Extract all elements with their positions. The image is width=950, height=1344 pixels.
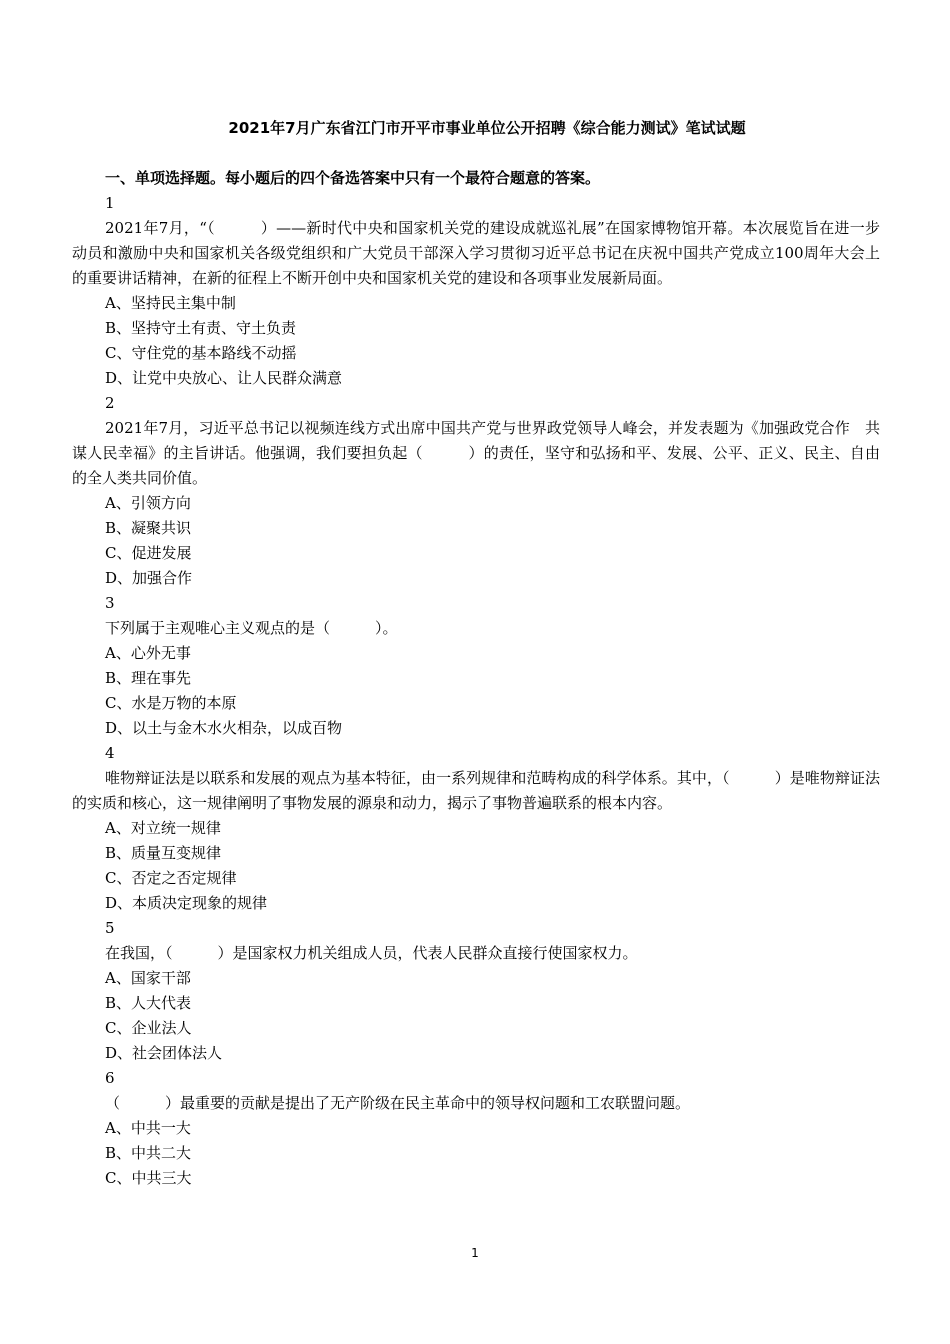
option: C、否定之否定规律 <box>105 869 237 887</box>
question-number: 6 <box>105 1069 115 1087</box>
question-stem: 2021年7月，“（ ）——新时代中央和国家机关党的建设成就巡礼展”在国家博物馆开幕。本次展览旨在进一步动员和激励中央和国家机关各级党组织和广大党员干部深入学习贯彻习近平总书记在庆祝中国共产党成立100周年大会上的重要讲话精神，在新的征程上不断开创中央和国家机关党的建设和各项事业发展新局面。 <box>72 219 880 287</box>
question-number: 4 <box>105 744 115 762</box>
option: A、坚持民主集中制 <box>105 294 236 312</box>
page-number: 1 <box>471 1246 479 1260</box>
option: A、中共一大 <box>105 1119 191 1137</box>
question-stem: 2021年7月，习近平总书记以视频连线方式出席中国共产党与世界政党领导人峰会，并发表题为《加强政党合作 共谋人民幸福》的主旨讲话。他强调，我们要担负起（ ）的责任，坚守和弘扬和平、发展、公平、正义、民主、自由的全人类共同价值。 <box>72 419 880 487</box>
option: B、人大代表 <box>105 994 192 1012</box>
question-number: 5 <box>105 919 115 937</box>
option: D、加强合作 <box>105 569 193 587</box>
option: C、水是万物的本原 <box>105 694 237 712</box>
option: B、中共二大 <box>105 1144 192 1162</box>
question-stem: （ ）最重要的贡献是提出了无产阶级在民主革命中的领导权问题和工农联盟问题。 <box>105 1094 691 1112</box>
option: B、质量互变规律 <box>105 844 222 862</box>
option: D、本质决定现象的规律 <box>105 894 268 912</box>
option: A、国家干部 <box>105 969 191 987</box>
option: D、让党中央放心、让人民群众满意 <box>105 369 343 387</box>
option: B、凝聚共识 <box>105 519 192 537</box>
option: A、引领方向 <box>105 494 191 512</box>
option: B、坚持守土有责、守土负责 <box>105 319 297 337</box>
option: C、企业法人 <box>105 1019 192 1037</box>
document-title: 2021年7月广东省江门市开平市事业单位公开招聘《综合能力测试》笔试试题 <box>228 119 746 137</box>
option: C、促进发展 <box>105 544 192 562</box>
question-stem: 下列属于主观唯心主义观点的是（ ）。 <box>105 619 398 637</box>
option: D、以土与金木水火相杂，以成百物 <box>105 719 343 737</box>
question-number: 1 <box>105 194 115 212</box>
question-number: 2 <box>105 394 115 412</box>
question-stem: 唯物辩证法是以联系和发展的观点为基本特征，由一系列规律和范畴构成的科学体系。其中，（ ）是唯物辩证法的实质和核心，这一规律阐明了事物发展的源泉和动力，揭示了事物普遍联系的根本内容。 <box>72 769 880 812</box>
question-list <box>72 166 880 1191</box>
option: A、对立统一规律 <box>105 819 221 837</box>
option: A、心外无事 <box>105 644 191 662</box>
option: B、理在事先 <box>105 669 192 687</box>
option: C、中共三大 <box>105 1169 192 1187</box>
option: D、社会团体法人 <box>105 1044 223 1062</box>
question-stem: 在我国，（ ）是国家权力机关组成人员，代表人民群众直接行使国家权力。 <box>105 944 638 962</box>
section-heading: 一、单项选择题。每小题后的四个备选答案中只有一个最符合题意的答案。 <box>105 169 601 187</box>
option: C、守住党的基本路线不动摇 <box>105 344 297 362</box>
question-number: 3 <box>105 594 115 612</box>
